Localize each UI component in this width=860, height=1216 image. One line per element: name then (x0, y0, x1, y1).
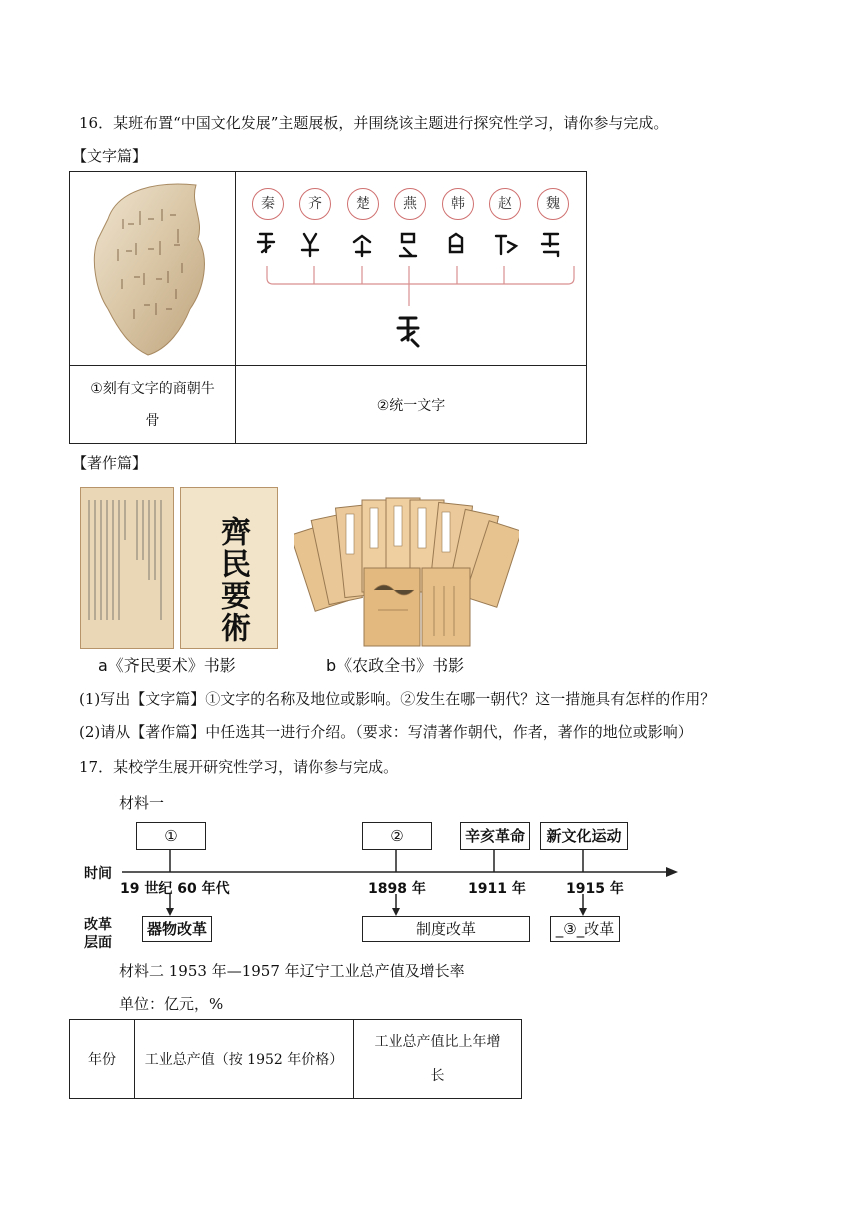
question-17-stem: 17．某校学生展开研究性学习，请你参与完成。 (79, 758, 399, 776)
state-qi: 齐 (299, 188, 331, 220)
header-growth-line2: 长 (430, 1068, 445, 1084)
timeline-box-2: ② (362, 822, 432, 850)
year-1915: 1915 年 (566, 881, 624, 897)
state-yan: 燕 (394, 188, 426, 220)
reform-level-label-line1: 改革 (84, 917, 112, 933)
state-han: 韩 (442, 188, 474, 220)
material-2-title: 材料二 1953 年—1957 年辽宁工业总产值及增长率 (119, 962, 465, 980)
header-year: 年份 (70, 1020, 135, 1099)
oracle-bone-caption-cell (70, 366, 236, 444)
script-unification-diagram (236, 172, 586, 365)
timeline-box-1: ① (136, 822, 206, 850)
nongzheng-books-fan (294, 490, 519, 650)
question-16-sub1: (1)写出【文字篇】①文字的名称及地位或影响。②发生在哪一朝代？这一措施具有怎样的作用？ (79, 690, 716, 708)
year-1911: 1911 年 (468, 881, 526, 897)
unify-script-caption: ②统一文字 (236, 366, 587, 444)
oracle-bone-image (78, 179, 228, 359)
qimin-yaoshu-cover (180, 487, 278, 649)
reform-box-3: _③_改革 (550, 916, 620, 942)
qimin-yaoshu-cover-title: 齊民要術 (215, 516, 250, 644)
question-16-stem: 16．某班布置“中国文化发展”主题展板，并围绕该主题进行探究性学习，请你参与完成。 (79, 114, 669, 132)
qimin-yaoshu-inner-page (80, 487, 174, 649)
header-growth-line1: 工业总产值比上年增 (374, 1034, 501, 1050)
writing-table (69, 171, 587, 444)
section-wenzi-heading: 【文字篇】 (72, 147, 148, 165)
reform-level-label-line2: 层面 (84, 935, 112, 951)
state-wei: 魏 (537, 188, 569, 220)
header-output: 工业总产值（按 1952 年价格） (135, 1020, 354, 1099)
oracle-bone-caption-line1: ①刻有文字的商朝牛 (90, 380, 215, 397)
state-qin: 秦 (252, 188, 284, 220)
qimin-yaoshu-image (80, 487, 277, 649)
year-1898: 1898 年 (368, 881, 426, 897)
year-1860s: 19 世纪 60 年代 (120, 881, 230, 897)
timeline-axis-label: 时间 (84, 866, 112, 882)
reform-timeline (80, 818, 680, 950)
header-growth (354, 1020, 522, 1099)
state-chu: 楚 (347, 188, 379, 220)
reform-box-qiwu: 器物改革 (142, 916, 212, 942)
industry-output-table (69, 1019, 522, 1099)
timeline-box-xinwenhua: 新文化运动 (540, 822, 628, 850)
state-zhao: 赵 (489, 188, 521, 220)
script-unification-diagram-cell (236, 172, 587, 366)
material-1-label: 材料一 (119, 794, 165, 812)
reform-box-zhidu: 制度改革 (362, 916, 530, 942)
unit-label: 单位：亿元，% (119, 995, 224, 1013)
nongzheng-quanshu-image (294, 490, 519, 650)
script-glyphs (236, 172, 586, 365)
timeline-box-xinhai: 辛亥革命 (460, 822, 530, 850)
section-zhuzuo-heading: 【著作篇】 (72, 454, 148, 472)
question-16-sub2: (2)请从【著作篇】中任选其一进行介绍。（要求：写清著作朝代，作者，著作的地位或影响） (79, 723, 693, 741)
inner-page-text (81, 488, 173, 648)
oracle-bone-caption-line2: 骨 (145, 412, 160, 429)
caption-book-b: b《农政全书》书影 (326, 656, 465, 675)
oracle-bone-image-cell (70, 172, 236, 366)
caption-book-a: a《齐民要术》书影 (98, 656, 236, 675)
